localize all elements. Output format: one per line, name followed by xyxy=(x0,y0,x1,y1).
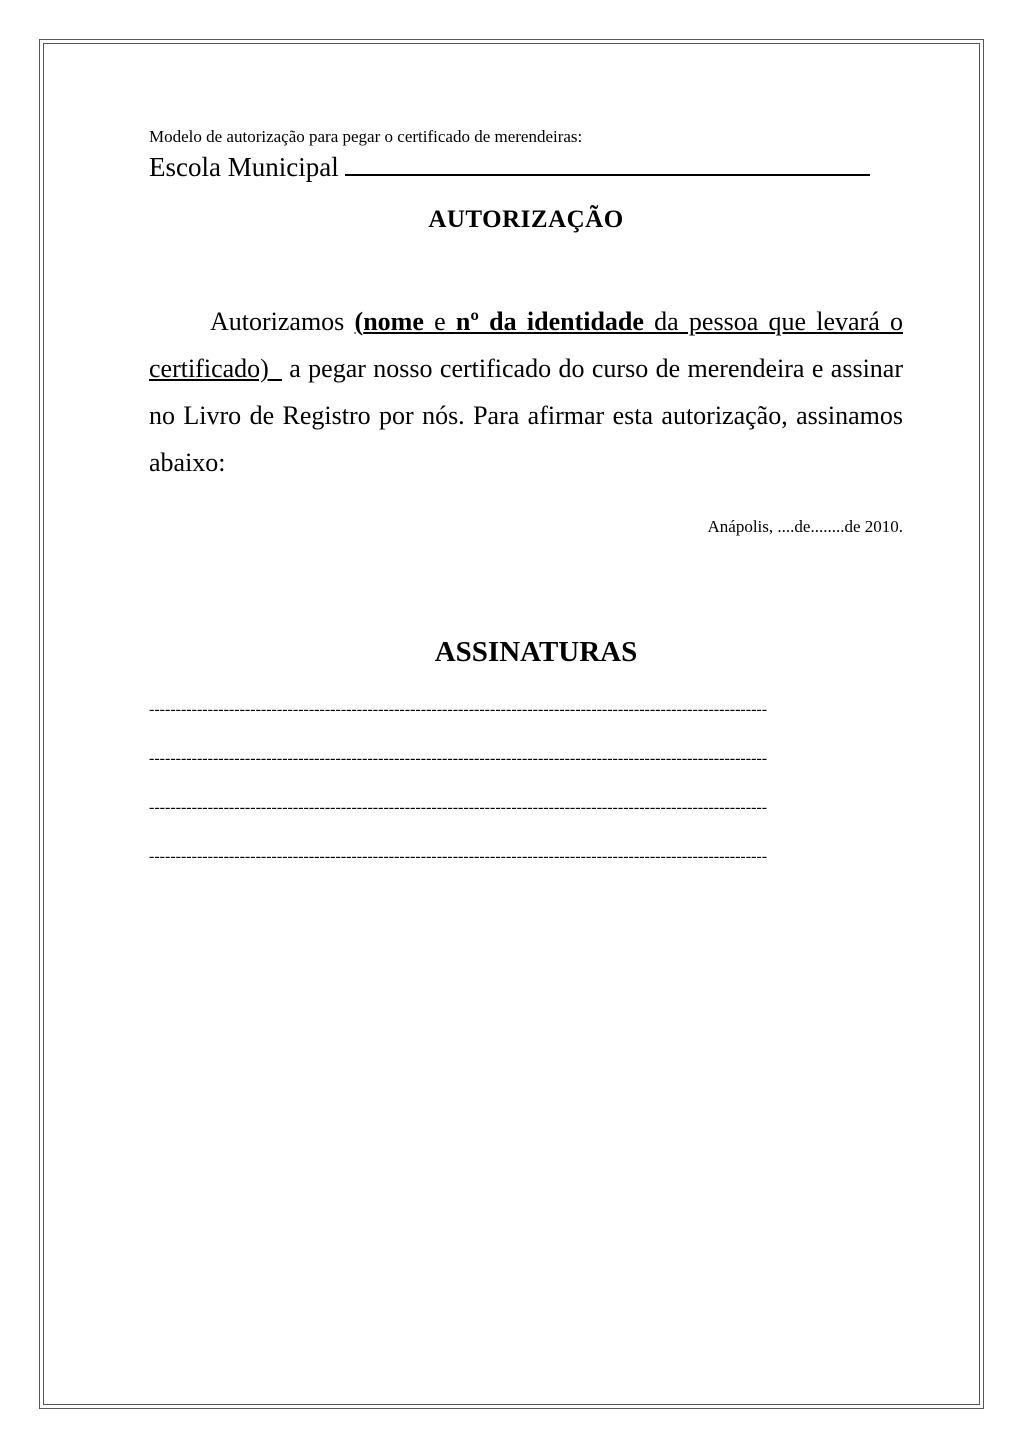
signature-line[interactable]: -------------------------------------------------------------------------------------------------------------------- xyxy=(149,750,768,767)
document-content xyxy=(149,120,903,894)
name-placeholder: nome xyxy=(363,307,424,336)
school-name-blank-line[interactable] xyxy=(345,148,870,176)
body-rest: a pegar nosso certificado do curso de merendeira e assinar no Livro de Registro por nós. Para afirmar esta autorização, assinamos abaixo: xyxy=(149,354,903,477)
signatures-title: ASSINATURAS xyxy=(434,636,638,668)
signature-line[interactable]: -------------------------------------------------------------------------------------------------------------------- xyxy=(149,799,768,816)
signature-line[interactable]: -------------------------------------------------------------------------------------------------------------------- xyxy=(149,848,768,865)
id-placeholder: nº da identidade xyxy=(455,307,644,336)
school-field xyxy=(149,148,903,184)
person-placeholder: da pessoa que levará o certificado)_ xyxy=(149,307,903,383)
and-text: e xyxy=(423,307,456,336)
intro-text: Modelo de autorização para pegar o certificado de merendeiras: xyxy=(149,127,583,146)
authorization-paragraph xyxy=(149,298,903,486)
body-start: Autorizamos xyxy=(210,307,355,336)
school-label: Escola Municipal xyxy=(149,152,339,182)
signature-lines xyxy=(149,698,903,869)
date-line: Anápolis, ....de........de 2010. xyxy=(707,517,903,536)
document-title: AUTORIZAÇÃO xyxy=(428,206,624,233)
paren-open: ( xyxy=(354,307,364,336)
signature-line[interactable]: -------------------------------------------------------------------------------------------------------------------- xyxy=(149,701,768,718)
